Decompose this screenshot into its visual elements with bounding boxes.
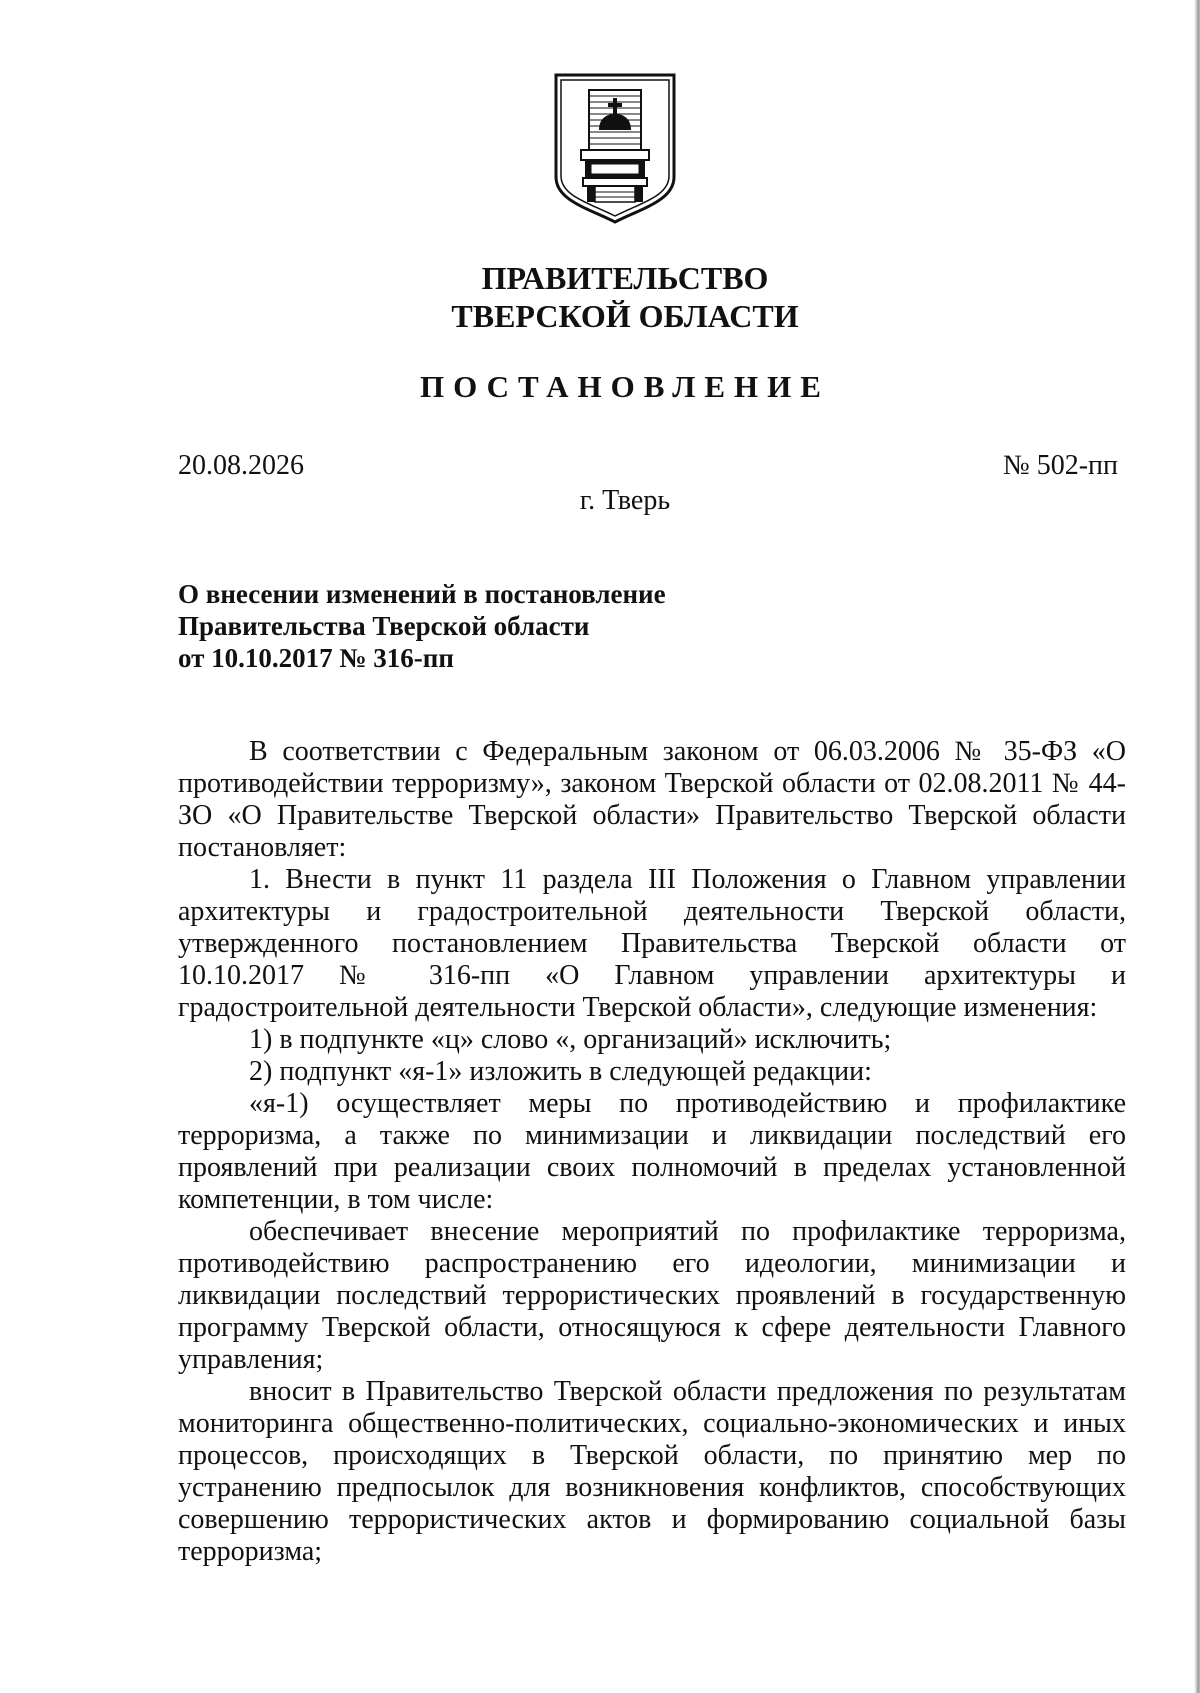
body-paragraph: обеспечивает внесение мероприятий по профилактике терроризма, противодействию распространению его идеологии, минимизации и ликвидации последствий террористических проявлений в государственную программу Тверской области, относящуюся к сфере деятельности Главного управления; <box>178 1216 1126 1375</box>
body-paragraph: 1) в подпункте «ц» слово «, организаций» исключить; <box>249 1024 892 1055</box>
body-paragraph: 2) подпункт «я-1» изложить в следующей редакции: <box>249 1056 872 1087</box>
government-name-line1: ПРАВИТЕЛЬСТВО <box>481 260 769 296</box>
body-paragraph: В соответствии с Федеральным законом от 06.03.2006 № 35-ФЗ «О противодействии терроризму», законом Тверской области от 02.08.2011 № 44-ЗО «О Правительстве Тверской области» Правительство Тверской области постановляет: <box>178 736 1126 863</box>
government-name-line2: ТВЕРСКОЙ ОБЛАСТИ <box>451 298 799 334</box>
document-date: 20.08.2026 <box>178 450 304 481</box>
tver-coat-of-arms-icon <box>553 72 677 226</box>
body-paragraph: «я-1) осуществляет меры по противодействию и профилактике терроризма, а также по минимизации и ликвидации последствий его проявлений при реализации своих полномочий в пределах установленной компетенции, в том числе: <box>178 1088 1126 1215</box>
body-paragraph: 1. Внести в пункт 11 раздела III Положения о Главном управлении архитектуры и градостроительной деятельности Тверской области, утвержденного постановлением Правительства Тверской области от 10.10.2017 № 316-пп «О Главном управлении архитектуры и градостроительной деятельности Тверской области», следующие изменения: <box>178 864 1126 1023</box>
document-body <box>178 736 1126 1568</box>
subject-line: Правительства Тверской области <box>178 611 590 641</box>
page-edge <box>1194 0 1200 1693</box>
subject-line: О внесении изменений в постановление <box>178 579 666 609</box>
document-number: № 502-пп <box>1002 450 1118 481</box>
body-paragraph: вносит в Правительство Тверской области предложения по результатам мониторинга общественно-политических, социально-экономических и иных процессов, происходящих в Тверской области, по принятию мер по устранению предпосылок для возникновения конфликтов, способствующих совершению террористических актов и формированию социальной базы терроризма; <box>178 1376 1126 1567</box>
document-subject <box>178 578 666 674</box>
document-city: г. Тверь <box>579 485 671 516</box>
subject-line: от 10.10.2017 № 316-пп <box>178 643 454 673</box>
document-type-title: ПОСТАНОВЛЕНИЕ <box>420 369 830 404</box>
